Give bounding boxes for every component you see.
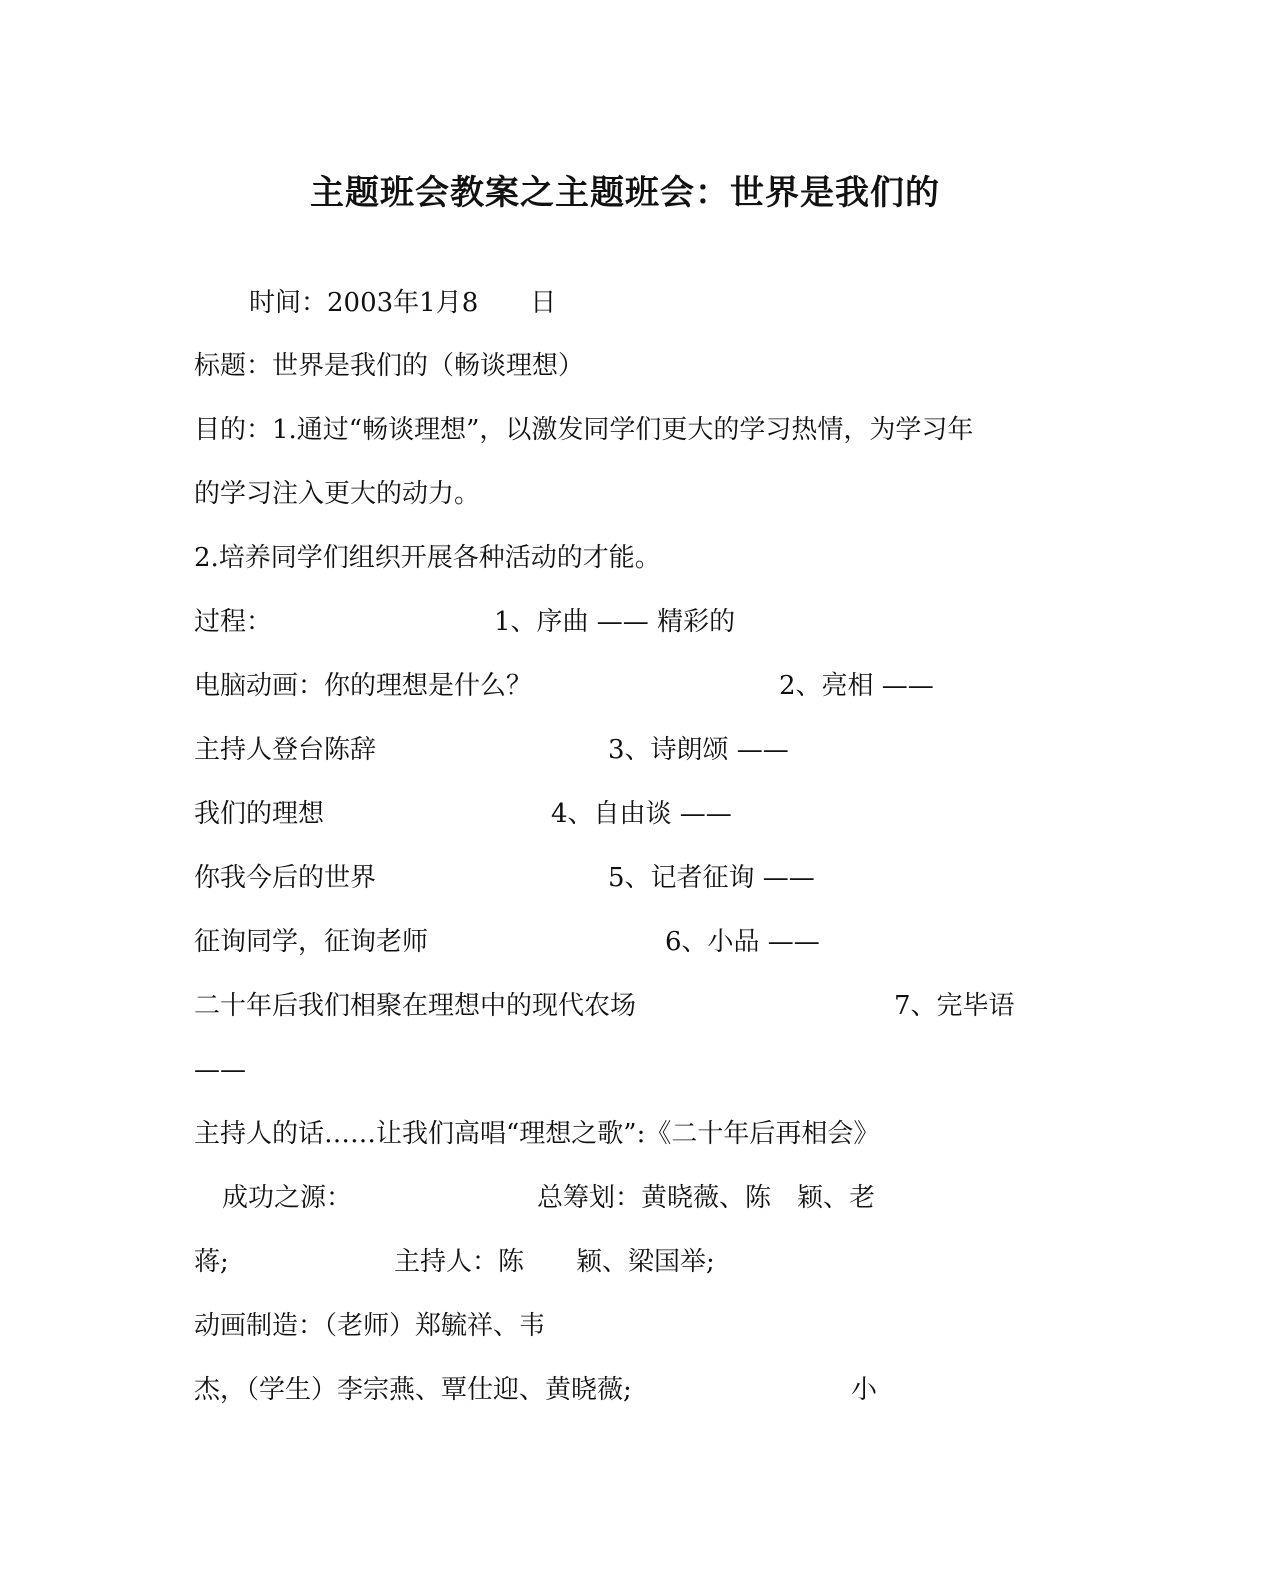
- step-3-continued: 我们的理想: [194, 799, 325, 829]
- step-7: 7、完毕语: [894, 991, 1015, 1021]
- step-1: 1、序曲 —— 精彩的: [494, 607, 736, 637]
- host-credit: 主持人：陈 颖、梁国举;: [394, 1247, 715, 1277]
- planner-credit-continued: 蒋;: [194, 1247, 229, 1277]
- step-5-continued: 征询同学，征询老师: [194, 927, 429, 957]
- step-2-continued: 主持人登台陈辞: [194, 735, 377, 765]
- step-4-continued: 你我今后的世界: [194, 863, 377, 893]
- time-line: 时间：2003年1月8 日: [249, 288, 557, 318]
- purpose-line-1-continued: 的学习注入更大的动力。: [194, 479, 481, 509]
- animation-credit-line: [194, 1373, 878, 1509]
- document-title: 主题班会教案之主题班会：世界是我们的: [310, 173, 940, 213]
- animation-credit-continued: 杰，（学生）李宗燕、覃仕迎、黄晓薇;: [194, 1375, 632, 1405]
- step-4: 4、自由谈 ——: [551, 799, 732, 829]
- step-7-dash: ——: [194, 1055, 246, 1085]
- step-7-continued: 主持人的话……让我们高唱“理想之歌”:《二十年后再相会》: [194, 1119, 880, 1149]
- step-6: 6、小品 ——: [665, 927, 820, 957]
- step-2: 2、亮相 ——: [779, 671, 934, 701]
- step-3: 3、诗朗颂 ——: [608, 735, 789, 765]
- process-label: 过程：: [194, 607, 273, 637]
- small-credit: 小: [851, 1375, 878, 1405]
- animation-credit: 动画制造：（老师）郑毓祥、韦: [194, 1311, 546, 1341]
- step-1-continued: 电脑动画：你的理想是什么？: [194, 671, 533, 701]
- credits-label: 成功之源：: [222, 1183, 353, 1213]
- subject-line: 标题：世界是我们的（畅谈理想）: [194, 351, 585, 381]
- step-6-continued: 二十年后我们相聚在理想中的现代农场: [194, 991, 637, 1021]
- step-5: 5、记者征询 ——: [608, 863, 815, 893]
- planner-credit: 总筹划：黄晓薇、陈 颖、老: [537, 1183, 876, 1213]
- purpose-line-2: 2.培养同学们组织开展各种活动的才能。: [194, 543, 661, 573]
- purpose-line-1: 目的：1.通过“畅谈理想”，以激发同学们更大的学习热情，为学习年: [194, 415, 974, 445]
